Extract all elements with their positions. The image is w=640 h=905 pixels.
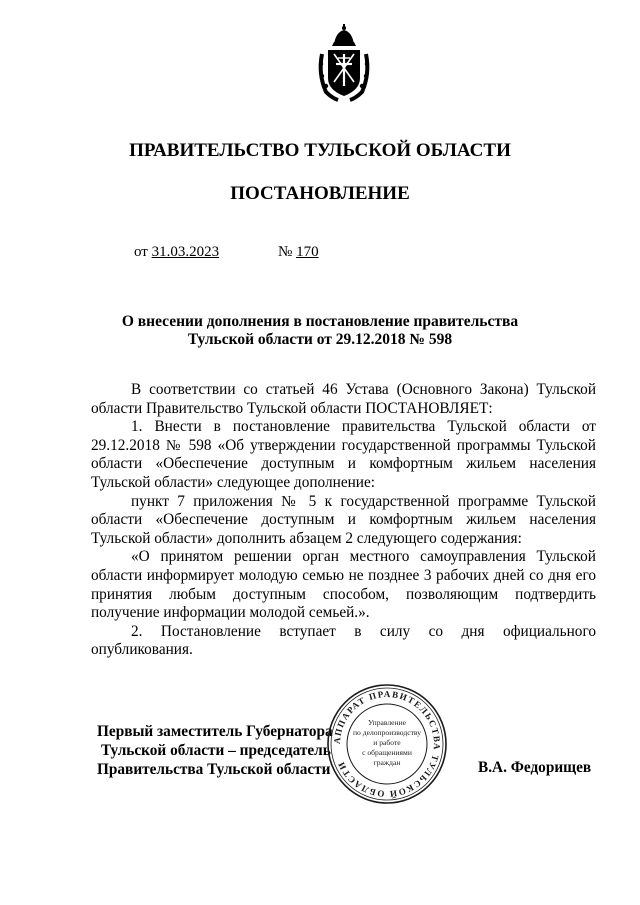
subject-line-2: Тульской области от 29.12.2018 № 598 [187,331,453,348]
stamp-line-2: по делопроизводству [352,728,422,737]
body-paragraph-5: 2. Постановление вступает в силу со дня официального опубликования. [91,622,596,659]
number-prefix: № [278,244,297,260]
date-prefix: от [134,244,152,260]
stamp-line-5: граждан [373,758,401,767]
official-stamp-icon [326,683,448,805]
body-paragraph-3: пункт 7 приложения № 5 к государственной программе Тульской области «Обеспечение доступным и комфортным жильем населения Тульской области» дополнить абзацем 2 следующего содержания: [91,492,596,547]
number-value: 170 [296,244,319,260]
stamp-line-4: с обращениями [362,748,412,757]
document-type: ПОСТАНОВЛЕНИЕ [230,183,410,204]
stamp-ring-text: АППАРАТ ПРАВИТЕЛЬСТВА ТУЛЬСКОЙ ОБЛАСТИ [331,688,443,800]
document-subject [0,313,640,349]
signer-title-line-2: Тульской области – председатель [101,742,331,759]
signer-name: В.А. Федорищев [478,759,592,776]
subject-line-1: О внесении дополнения в постановление правительства [121,313,519,330]
document-number [278,244,319,261]
body-paragraph-1: В соответствии со статьей 46 Устава (Основного Закона) Тульской области Правительство Тульской области ПОСТАНОВЛЯЕТ: [91,381,596,417]
signer-title-line-1: Первый заместитель Губернатора [97,723,333,740]
body-paragraph-2: 1. Внести в постановление правительства Тульской области от 29.12.2018 № 598 «Об утверждении государственной программы Тульской области «Обеспечение доступным и комфортным жильем населения Тульской области» следующее дополнение: [91,418,596,491]
document-date [134,244,219,261]
body-paragraph-4: «О принятом решении орган местного самоуправления Тульской области информирует молодую семью не позднее 3 рабочих дней со дня его принятия любым доступным способом, позволяющим подтвердить получение информации молодой семьей.». [91,548,596,622]
date-value: 31.03.2023 [151,244,220,260]
stamp-line-1: Управление [367,718,407,727]
tula-coat-of-arms-icon [314,24,374,104]
stamp-line-3: и работе [373,738,401,747]
document-body [91,381,596,660]
signer-title [97,722,333,779]
signer-title-line-3: Правительства Тульской области [97,761,331,778]
organization-name: ПРАВИТЕЛЬСТВО ТУЛЬСКОЙ ОБЛАСТИ [129,140,511,161]
